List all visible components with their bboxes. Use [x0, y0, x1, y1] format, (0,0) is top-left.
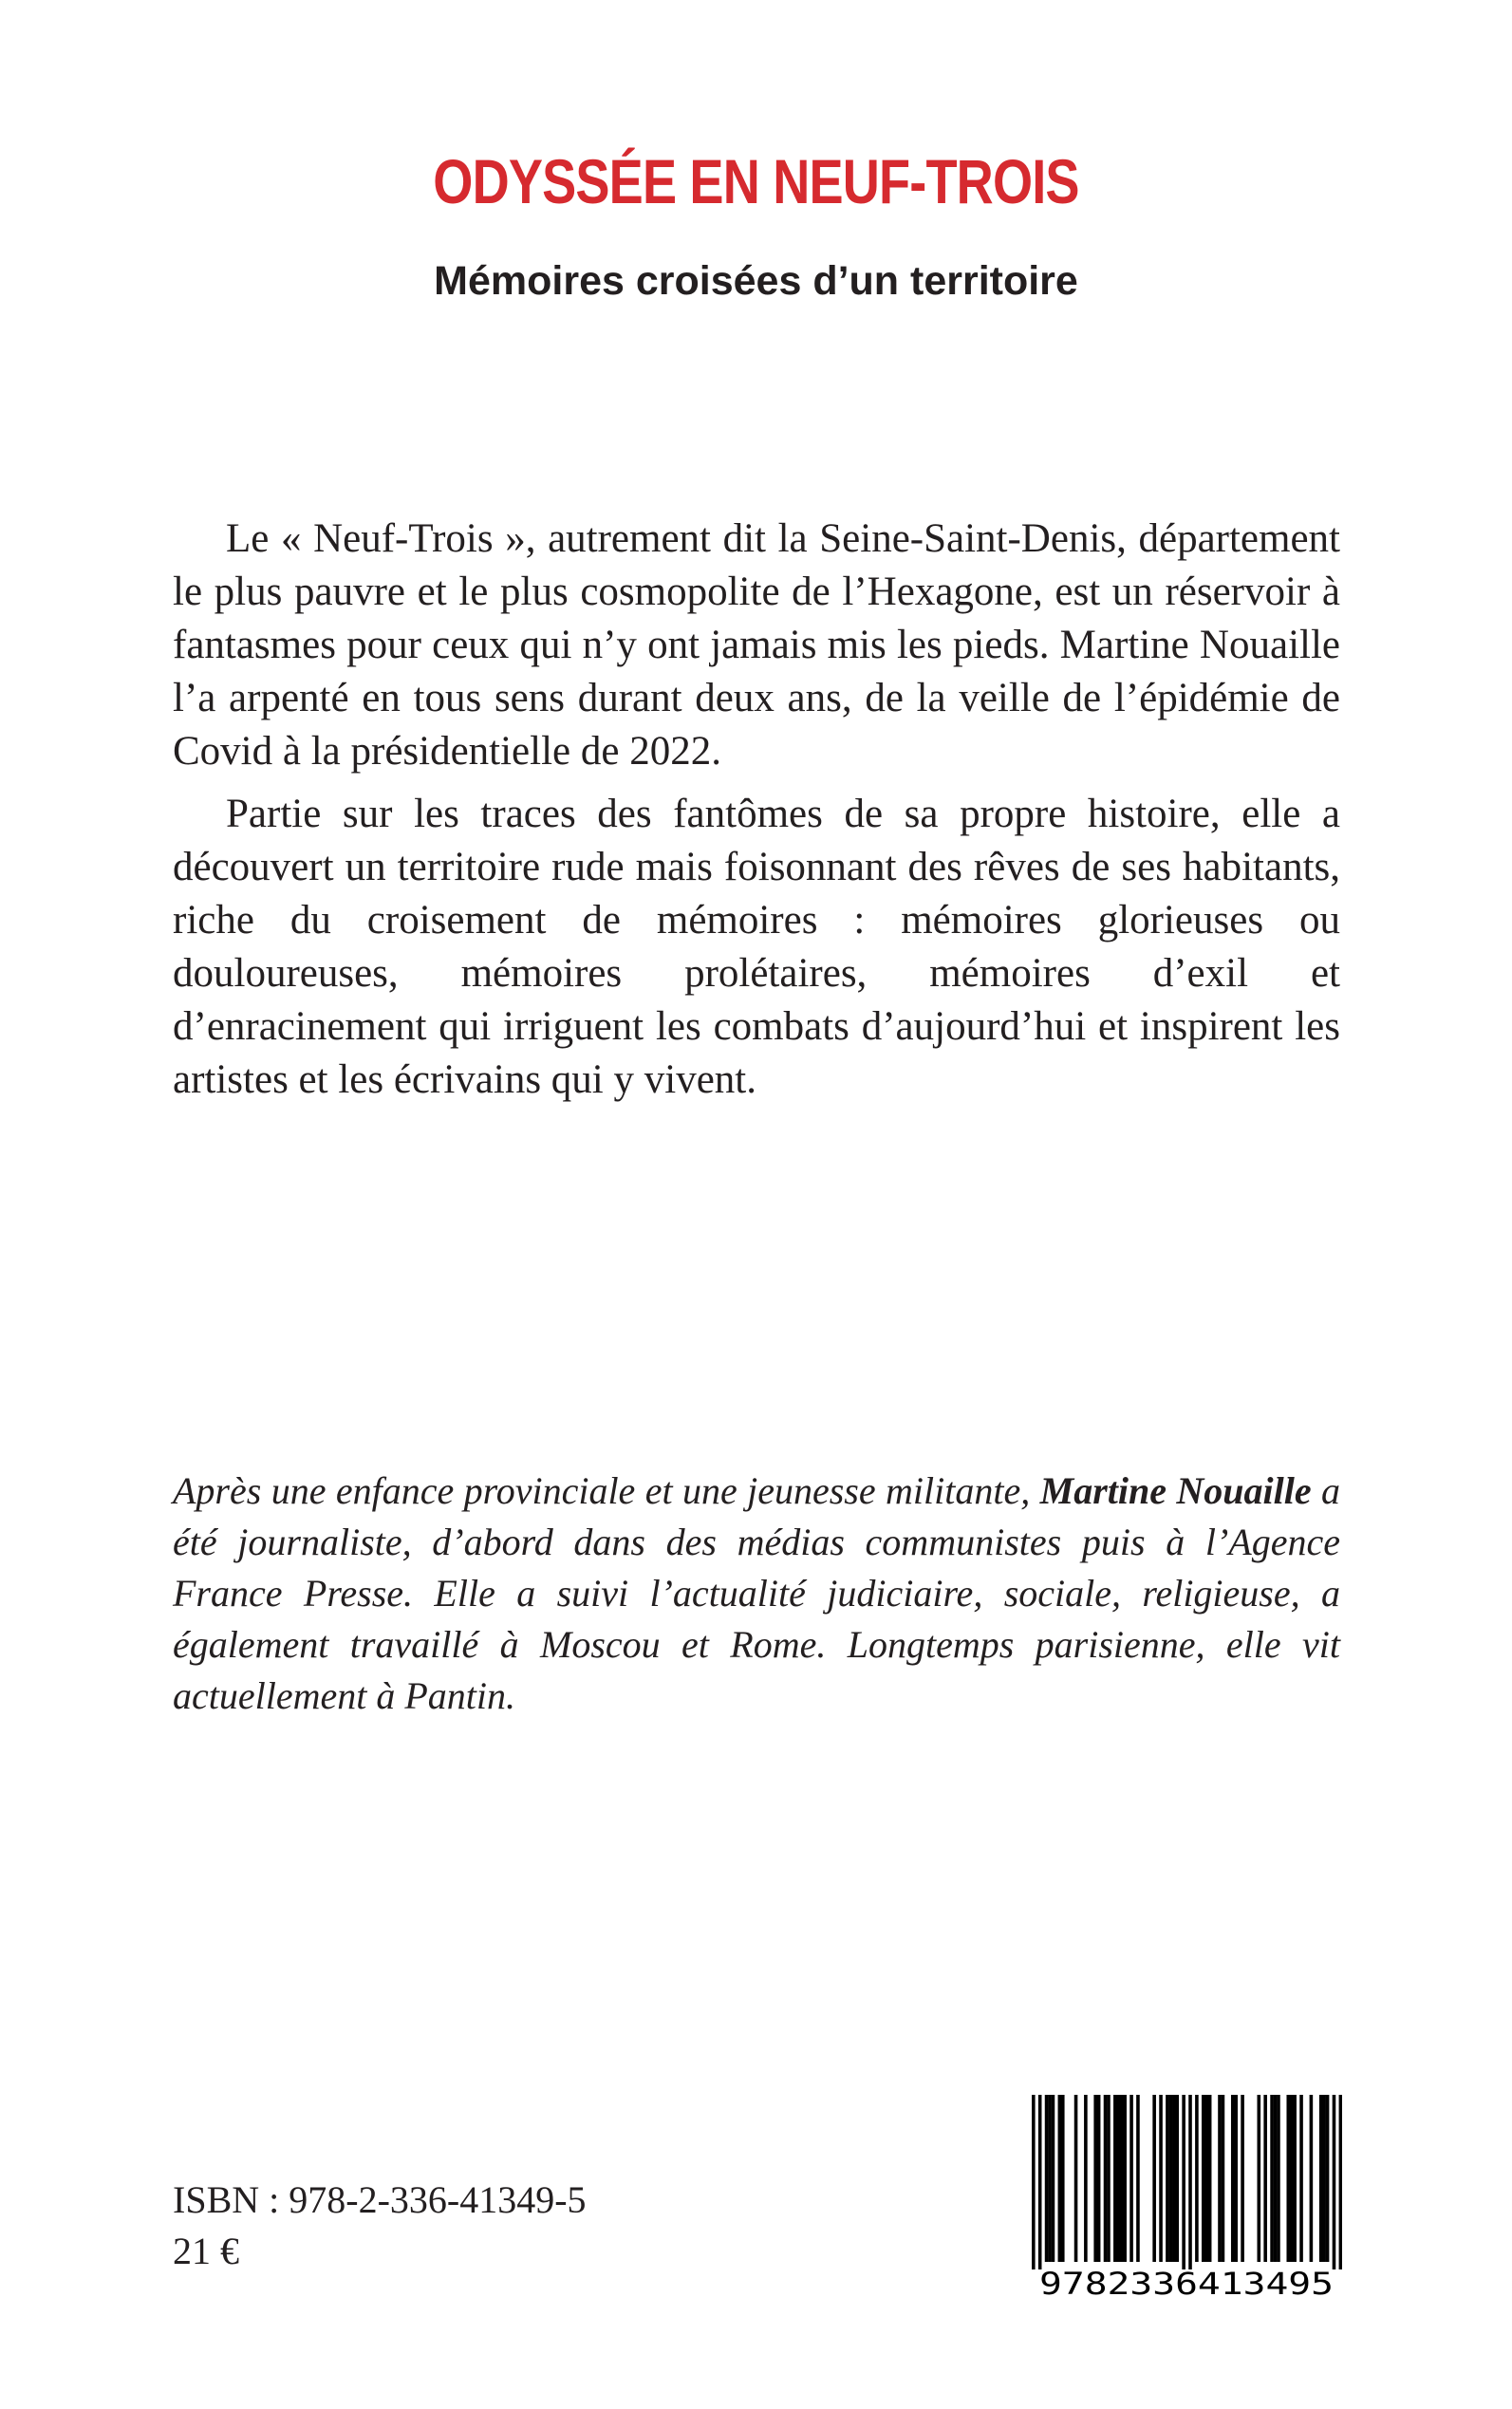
barcode-bar: [1234, 2095, 1238, 2262]
barcode-bar: [1058, 2095, 1062, 2262]
barcode-bar: [1322, 2095, 1326, 2262]
barcode-bar: [1326, 2095, 1330, 2262]
bio-body: a été journaliste, d’abord dans des médias communistes puis à l’Agence France Presse. Elle a suivi l’actualité judiciaire, sociale, religieuse, a également travaillé à Moscou et Rome. Longtemps parisienne, elle vit actuellement à Pantin.: [173, 1469, 1341, 1717]
barcode-bar: [1166, 2095, 1169, 2262]
barcode-bar: [1172, 2095, 1176, 2262]
barcode-bar: [1175, 2095, 1179, 2262]
book-subtitle: Mémoires croisées d’un territoire: [434, 258, 1078, 304]
barcode-bar: [1277, 2095, 1280, 2262]
barcode-bar: [1319, 2095, 1323, 2262]
barcode-bar: [1333, 2095, 1336, 2269]
barcode-bar: [1195, 2095, 1199, 2262]
isbn-text: ISBN : 978-2-336-41349-5: [173, 2178, 587, 2221]
barcode-bar: [1159, 2095, 1163, 2262]
barcode-bar: [1113, 2095, 1117, 2262]
barcode-bar: [1093, 2095, 1097, 2262]
barcode-bar: [1123, 2095, 1127, 2262]
barcode-bar: [1048, 2095, 1052, 2262]
author-bio: [173, 1466, 1340, 1722]
barcode-bar: [1286, 2095, 1290, 2262]
barcode-bar: [1038, 2095, 1042, 2269]
bio-intro: Après une enfance provinciale et une jeunesse militante,: [173, 1469, 1040, 1512]
barcode-bar: [1116, 2095, 1120, 2262]
barcode-bar: [1032, 2095, 1036, 2269]
blurb-paragraph-1: Le « Neuf-Trois », autrement dit la Seine-Saint-Denis, département le plus pauvre et le plus cosmopolite de l’Hexagone, est un réservoir à fantasmes pour ceux qui n’y ont jamais mis les pieds. Martine Nouaille l’a arpenté en tous sens durant deux ans, de la veille de l’épidémie de Covid à la présidentielle de 2022.: [173, 516, 1340, 774]
barcode: [1032, 2095, 1342, 2300]
barcode-bar: [1208, 2095, 1212, 2262]
barcode-bar: [1074, 2095, 1078, 2262]
barcode-bar: [1274, 2095, 1278, 2262]
barcode-bar: [1045, 2095, 1049, 2262]
barcode-bar: [1339, 2095, 1342, 2269]
barcode-bar: [1204, 2095, 1208, 2262]
barcode-bar: [1270, 2095, 1274, 2262]
barcode-bar: [1097, 2095, 1101, 2262]
barcode-bar: [1299, 2095, 1303, 2262]
barcode-bar: [1120, 2095, 1124, 2262]
barcode-bar: [1222, 2095, 1225, 2262]
barcode-bar: [1202, 2095, 1205, 2262]
barcode-bar: [1188, 2095, 1192, 2269]
barcode-bar: [1136, 2095, 1140, 2262]
barcode-bar: [1293, 2095, 1297, 2262]
barcode-bar: [1218, 2095, 1222, 2262]
barcode-bar: [1182, 2095, 1185, 2269]
barcode-bar: [1129, 2095, 1133, 2262]
barcode-bar: [1152, 2095, 1156, 2262]
barcode-bar: [1061, 2095, 1065, 2262]
barcode-bar: [1310, 2095, 1314, 2262]
blurb-paragraph-2: Partie sur les traces des fantômes de sa propre histoire, elle a découvert un territoire rude mais foisonnant des rêves de ses habitants, riche du croisement de mémoires : mémoires glorieuses ou douloureuses, mémoires prolétaires, mémoires d’exil et d’enracinement qui irriguent les combats d’aujourd’hui et inspirent les artistes et les écrivains qui y vivent.: [173, 792, 1340, 1102]
book-title: ODYSSÉE EN NEUF-TROIS: [433, 146, 1079, 216]
barcode-bar: [1104, 2095, 1108, 2262]
barcode-bar: [1052, 2095, 1055, 2262]
back-cover-blurb: [173, 513, 1340, 1107]
barcode-bar: [1084, 2095, 1088, 2262]
barcode-bar: [1241, 2095, 1244, 2262]
barcode-bar: [1290, 2095, 1294, 2262]
barcode-bar: [1169, 2095, 1173, 2262]
barcode-bar: [1258, 2095, 1261, 2262]
barcode-bar: [1263, 2095, 1267, 2262]
price-text: 21 €: [173, 2230, 239, 2272]
barcode-digits: 9782336413495: [1039, 2266, 1334, 2300]
barcode-bar: [1107, 2095, 1111, 2262]
barcode-bar: [1231, 2095, 1235, 2262]
author-name: Martine Nouaille: [1039, 1469, 1312, 1512]
